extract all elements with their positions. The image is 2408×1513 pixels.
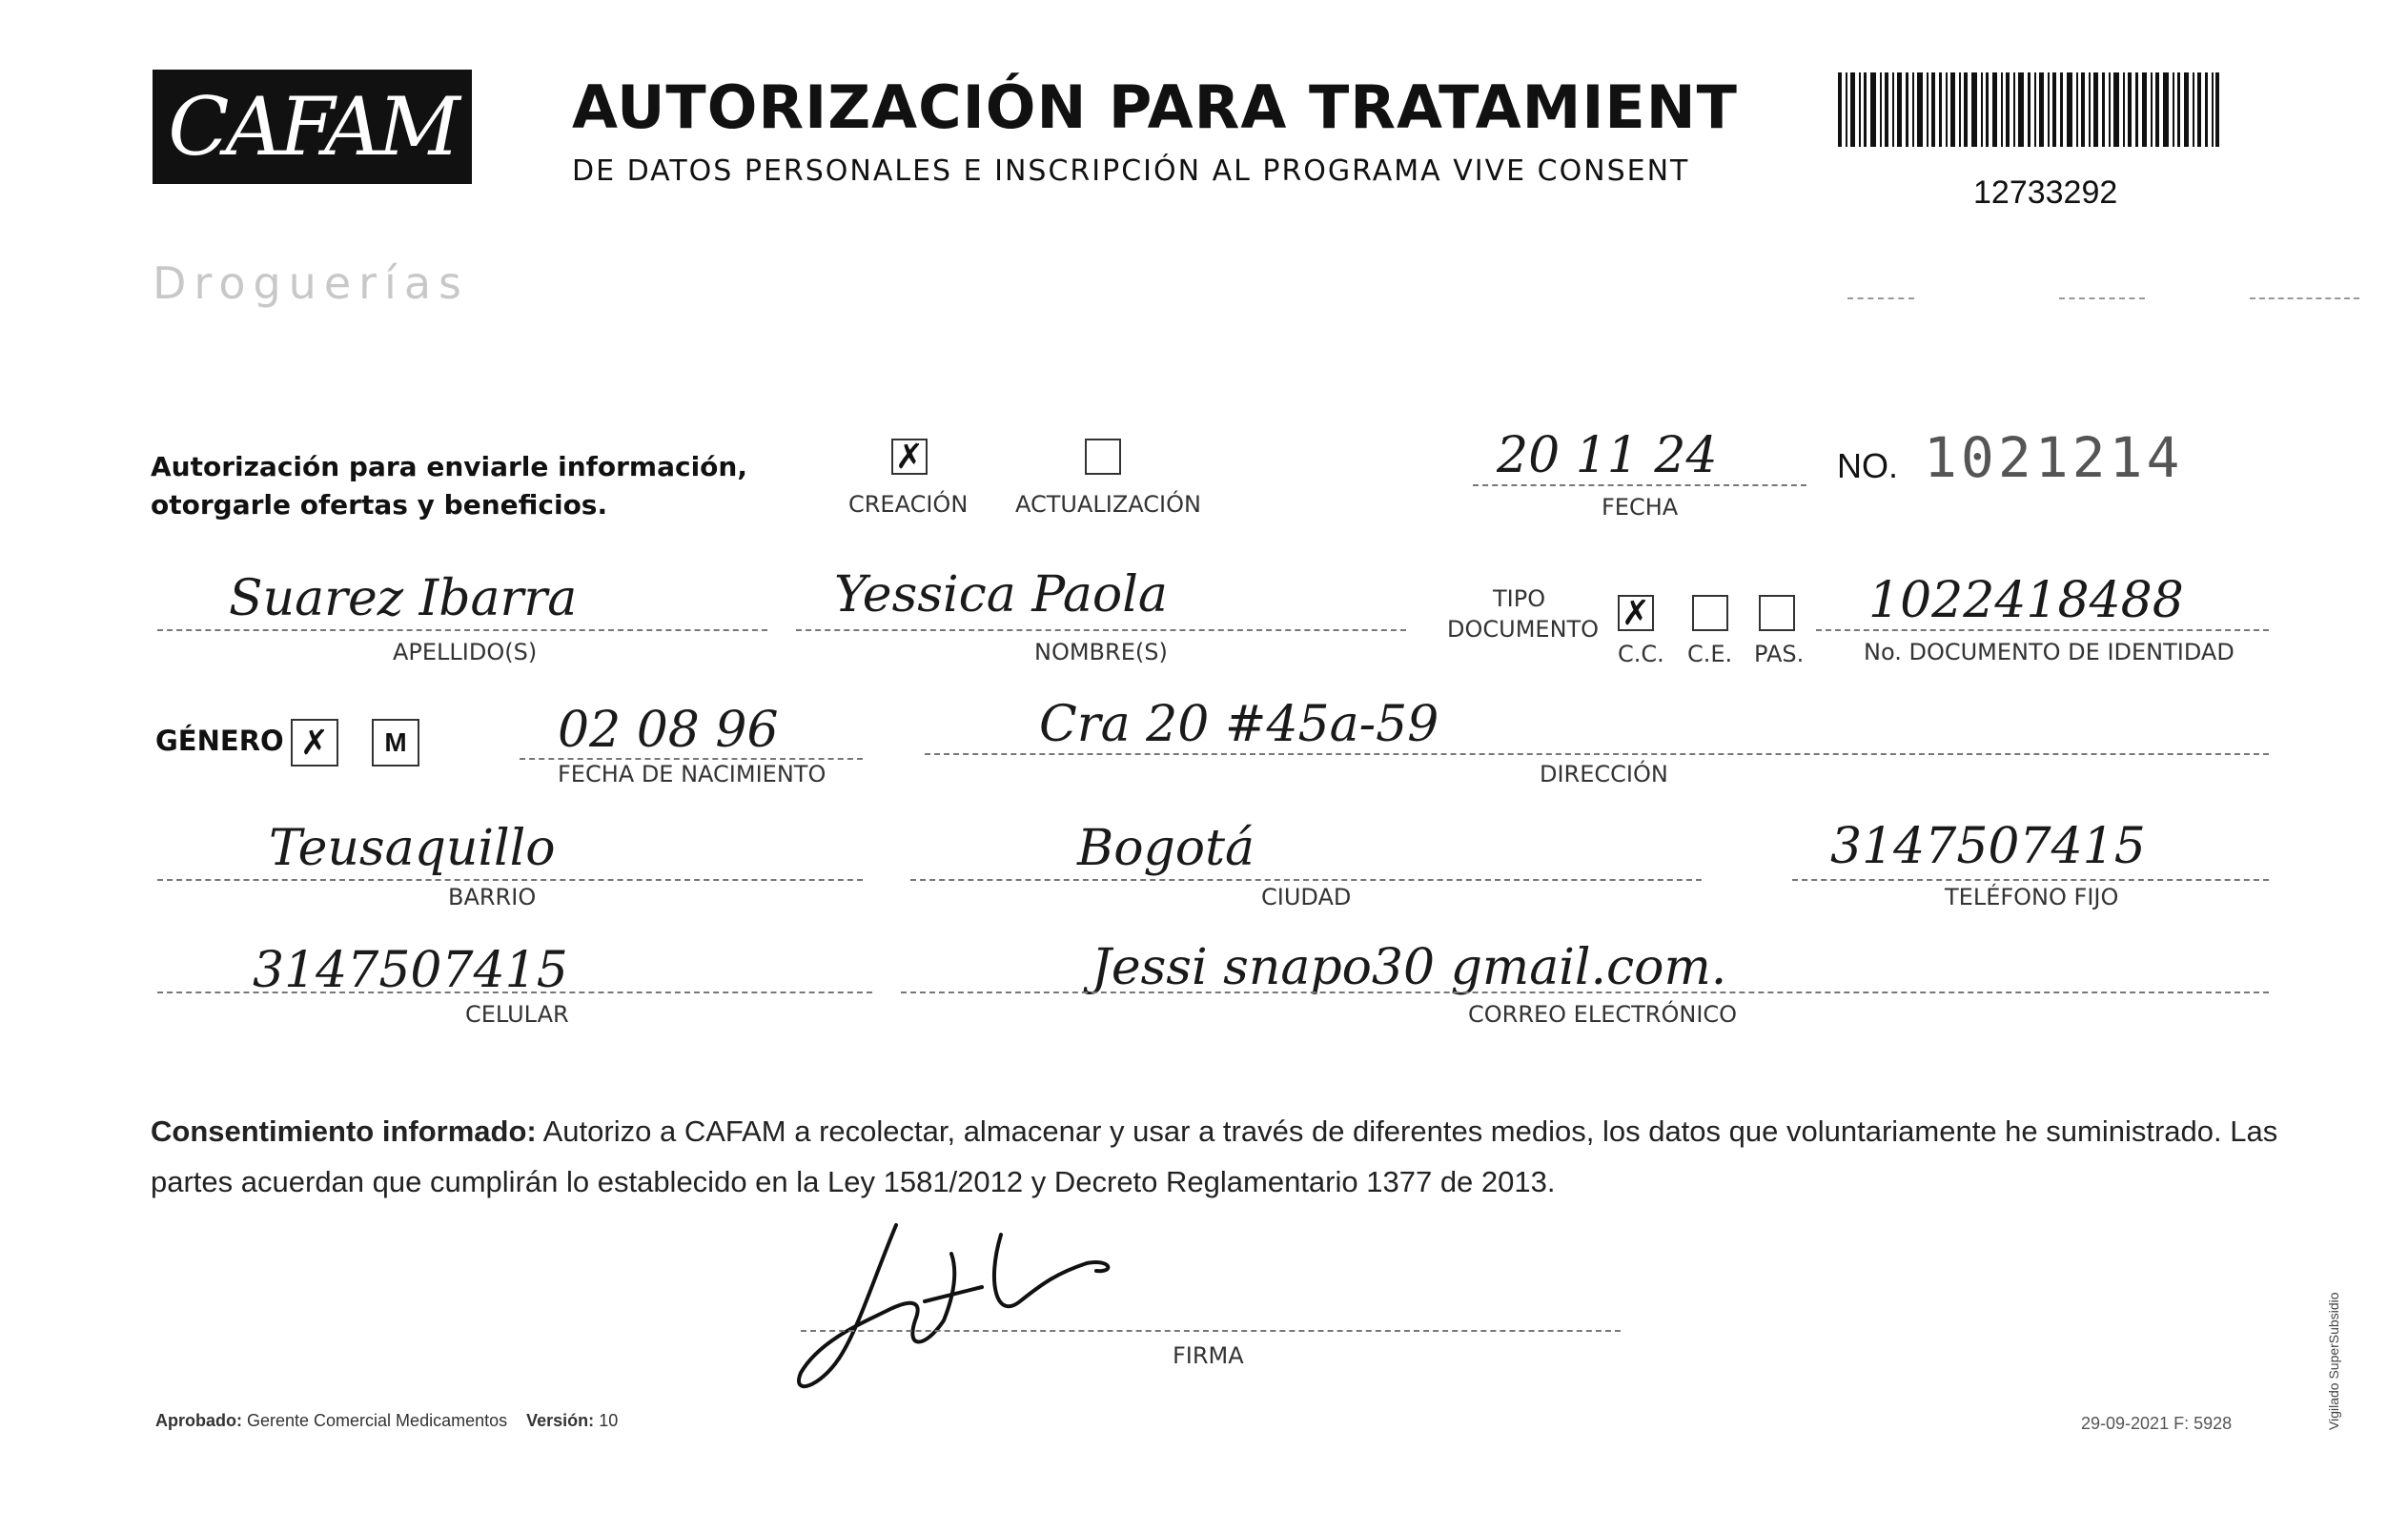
nacimiento-value[interactable]: 02 08 96 (558, 702, 779, 759)
header-dash (2250, 297, 2359, 299)
cc-label: C.C. (1618, 641, 1664, 667)
direccion-line (925, 753, 2269, 755)
cafam-logo: CAFAM (153, 70, 472, 184)
form-number: 1021214 (1924, 425, 2184, 490)
cc-checkbox[interactable]: ✗ (1618, 595, 1654, 631)
genero-f-checkbox[interactable]: ✗ (291, 719, 338, 767)
direccion-label: DIRECCIÓN (1540, 761, 1668, 787)
apellidos-line (157, 629, 767, 631)
genero-m-checkbox[interactable]: M (372, 719, 419, 767)
header-dash (2059, 297, 2145, 299)
documento-value[interactable]: 1022418488 (1868, 572, 2184, 629)
consent-paragraph (151, 1106, 2286, 1207)
telefono-label: TELÉFONO FIJO (1945, 884, 2119, 910)
form-title: AUTORIZACIÓN PARA TRATAMIENT (572, 72, 1738, 142)
correo-value[interactable]: Jessi snapo30 gmail.com. (1092, 939, 1727, 996)
authorization-line-2: otorgarle ofertas y beneficios. (151, 489, 608, 521)
footer-date-code: 29-09-2021 F: 5928 (2081, 1414, 2233, 1433)
barrio-line (157, 879, 863, 881)
tipo-documento-label: TIPO (1493, 585, 1546, 612)
authorization-text (151, 448, 780, 524)
actualizacion-label: ACTUALIZACIÓN (1015, 491, 1201, 518)
barrio-label: BARRIO (448, 884, 537, 910)
nacimiento-label: FECHA DE NACIMIENTO (558, 761, 826, 787)
form-subtitle: DE DATOS PERSONALES E INSCRIPCIÓN AL PROGRAMA VIVE CONSENT (572, 154, 1690, 188)
genero-label: GÉNERO (155, 725, 284, 757)
celular-line (157, 992, 872, 993)
telefono-value[interactable]: 3147507415 (1830, 818, 2146, 875)
aprobado-value: Gerente Comercial Medicamentos (247, 1411, 508, 1430)
apellidos-label: APELLIDO(S) (393, 639, 538, 665)
direccion-value[interactable]: Cra 20 #45a-59 (1039, 696, 1439, 753)
footer-approval (155, 1411, 618, 1431)
fecha-line (1473, 484, 1806, 486)
pas-checkbox[interactable] (1759, 595, 1795, 631)
nombres-value[interactable]: Yessica Paola (834, 566, 1168, 624)
tipo-documento-label: DOCUMENTO (1447, 616, 1600, 643)
barcode (1838, 72, 2219, 147)
creacion-checkbox[interactable]: ✗ (891, 439, 928, 475)
no-label: NO. (1837, 446, 1899, 485)
firma-label: FIRMA (1173, 1342, 1244, 1369)
celular-label: CELULAR (465, 1001, 569, 1028)
signature-image (782, 1206, 1134, 1401)
ce-checkbox[interactable] (1692, 595, 1728, 631)
authorization-line-1: Autorización para enviarle información, (151, 451, 747, 482)
version-label: Versión: (526, 1411, 595, 1430)
nacimiento-line (520, 758, 863, 760)
correo-label: CORREO ELECTRÓNICO (1468, 1001, 1738, 1028)
nombres-label: NOMBRE(S) (1034, 639, 1168, 665)
telefono-line (1792, 879, 2269, 881)
apellidos-value[interactable]: Suarez Ibarra (229, 570, 578, 627)
ciudad-value[interactable]: Bogotá (1077, 820, 1255, 877)
barcode-number: 12733292 (1973, 174, 2118, 211)
ce-label: C.E. (1687, 641, 1733, 667)
version-value: 10 (599, 1411, 619, 1430)
nombres-line (796, 629, 1406, 631)
side-vigilado-text: Vigilado SuperSubsidio (2326, 1292, 2341, 1430)
documento-label: No. DOCUMENTO DE IDENTIDAD (1864, 639, 2235, 665)
fecha-value[interactable]: 20 11 24 (1497, 427, 1718, 484)
consent-heading: Consentimiento informado: (151, 1114, 537, 1148)
firma-line (801, 1330, 1621, 1332)
creacion-label: CREACIÓN (848, 491, 969, 518)
pas-label: PAS. (1754, 641, 1805, 667)
fecha-label: FECHA (1602, 494, 1679, 521)
correo-line (901, 992, 2269, 993)
consent-body: Autorizo a CAFAM a recolectar, almacenar y usar a través de diferentes medios, los datos que voluntariamente he suministrado. Las partes acuerdan que cumplirán lo establecido en la Ley 1581/2012 y Decreto Reglamentario 1377 de 2013. (151, 1114, 2278, 1198)
documento-line (1816, 629, 2269, 631)
celular-value[interactable]: 3147507415 (253, 942, 568, 999)
barrio-value[interactable]: Teusaquillo (269, 820, 556, 877)
header-dash (1847, 297, 1914, 299)
actualizacion-checkbox[interactable] (1085, 439, 1121, 475)
aprobado-label: Aprobado: (155, 1411, 242, 1430)
ciudad-line (910, 879, 1702, 881)
logo-subtitle: Droguerías (153, 257, 469, 309)
ciudad-label: CIUDAD (1261, 884, 1352, 910)
